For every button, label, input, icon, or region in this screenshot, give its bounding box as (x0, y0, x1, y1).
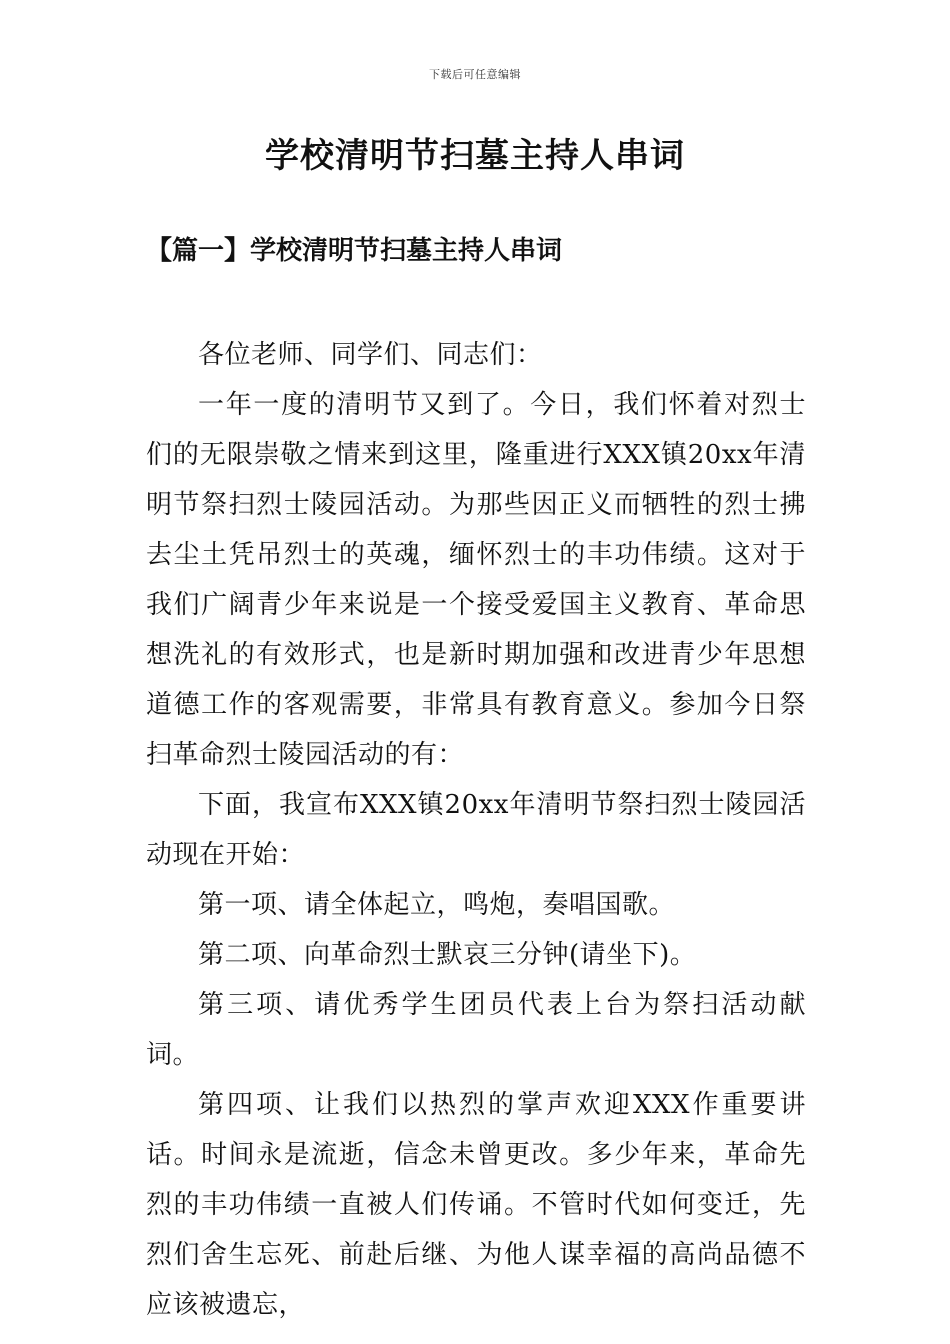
paragraph-item-4: 第四项、让我们以热烈的掌声欢迎XXX作重要讲话。时间永是流逝，信念未曾更改。多少年来，革命先烈的丰功伟绩一直被人们传诵。不管时代如何变迁，先烈们舍生忘死、前赴后继、为他人谋幸福的高尚品德不应该被遗忘， (146, 1090, 806, 1320)
document-body (146, 330, 806, 1330)
paragraph-salutation: 各位老师、同学们、同志们： (198, 340, 543, 370)
paragraph-item-1: 第一项、请全体起立，鸣炮，奏唱国歌。 (198, 890, 676, 920)
paragraph-opening: 一年一度的清明节又到了。今日，我们怀着对烈士们的无限崇敬之情来到这里，隆重进行XXX镇20xx年清明节祭扫烈士陵园活动。为那些因正义而牺牲的烈士拂去尘土凭吊烈士的英魂，缅怀烈士的丰功伟绩。这对于我们广阔青少年来说是一个接受爱国主义教育、革命思想洗礼的有效形式，也是新时期加强和改进青少年思想道德工作的客观需要，非常具有教育意义。参加今日祭扫革命烈士陵园活动的有： (146, 390, 806, 770)
paragraph-item-2: 第二项、向革命烈士默哀三分钟(请坐下)。 (198, 940, 697, 970)
header-note: 下载后可任意编辑 (429, 68, 521, 81)
paragraph-announcement: 下面，我宣布XXX镇20xx年清明节祭扫烈士陵园活动现在开始： (146, 790, 806, 870)
document-title: 学校清明节扫墓主持人串词 (265, 136, 685, 176)
paragraph-item-3: 第三项、请优秀学生团员代表上台为祭扫活动献词。 (146, 990, 806, 1070)
section-heading: 【篇一】学校清明节扫墓主持人串词 (146, 236, 563, 266)
